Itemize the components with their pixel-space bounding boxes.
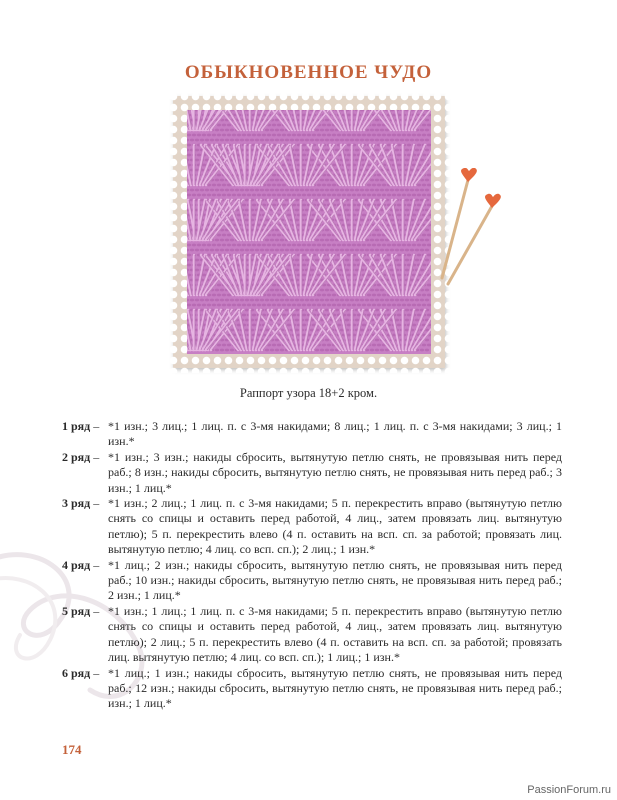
row-text: *1 лиц.; 1 изн.; накиды сбросить, вытянутую петлю снять, не провязывая нить перед раб.; 12 изн.; накиды сбросить, вытянутую петлю снять, не провязывая нить перед раб.; изн.; 1 лиц.* [108, 665, 562, 711]
instruction-row [62, 450, 562, 496]
row-label-text: 3 ряд [62, 496, 91, 511]
repeat-caption: Раппорт узора 18+2 кром. [239, 386, 378, 400]
instruction-row [62, 604, 562, 666]
row-label-text: 4 ряд [62, 557, 91, 572]
row-text: *1 изн.; 2 лиц.; 1 лиц. п. с 3-мя накидами; 5 п. перекрестить вправо (вытянутую петлю снять со спицы и оставить перед работой, 4 лиц., затем провязать лиц. вытянутую петлю); 5 п. перекрестить влево (4 п. оставить на всп. сп. за работой; провязать лиц. вытянутую петлю; 4 лиц. со всп. сп.); 2 лиц.; 1 изн.* [108, 496, 562, 557]
knitted-swatch-image [187, 110, 431, 354]
row-label-dash: – [90, 419, 100, 433]
row-label-text: 5 ряд [62, 603, 91, 618]
row-label [62, 419, 108, 450]
instruction-row [62, 496, 562, 558]
row-text: *1 изн.; 3 изн.; накиды сбросить, вытянутую петлю снять, не провязывая нить перед раб.; 8 изн.; накиды сбросить, вытянутую петлю снять, не провязывая нить перед раб.; 3 изн.; 1 лиц.* [108, 449, 562, 495]
row-label [62, 666, 108, 712]
row-label [62, 450, 108, 496]
row-label-dash: – [90, 449, 100, 464]
instruction-row [62, 419, 562, 450]
instruction-row [62, 666, 562, 712]
row-label [62, 558, 108, 604]
row-label-dash: – [90, 665, 100, 680]
heart-icon [461, 168, 477, 182]
row-label-text: 1 ряд [62, 419, 91, 433]
row-label-text: 2 ряд [62, 449, 91, 464]
page-number: 174 [62, 742, 82, 757]
row-label [62, 496, 108, 558]
heart-icon [485, 194, 501, 208]
knitting-needles-icon [438, 168, 508, 288]
row-text: *1 изн.; 3 лиц.; 1 лиц. п. с 3-мя накидами; 8 лиц.; 1 лиц. п. с 3-мя накидами; 3 лиц.; 1 изн.* [108, 419, 562, 449]
row-label-text: 6 ряд [62, 665, 91, 680]
row-label [62, 604, 108, 666]
row-label-dash: – [90, 603, 100, 618]
row-text: *1 изн.; 1 лиц.; 1 лиц. п. с 3-мя накидами; 5 п. перекрестить вправо (вытянутую петлю снять со спицы и оставить перед работой, 4 лиц., затем провязать лиц. вытянутую петлю); 2 лиц.; 5 п. перекрестить влево (4 п. оставить на всп. сп. за работой; провязать лиц. вытянутую петлю; 4 лиц. со всп. сп.); 1 лиц.; 1 изн.* [108, 603, 562, 665]
row-label-dash: – [90, 557, 100, 572]
watermark: PassionForum.ru [527, 784, 611, 796]
row-text: *1 лиц.; 2 изн.; накиды сбросить, вытянутую петлю снять, не провязывая нить перед раб.; 10 изн.; накиды сбросить, вытянутую петлю снять, не провязывая нить перед раб.; 2 изн.; 1 лиц.* [108, 557, 562, 603]
pattern-photo-frame [173, 96, 445, 368]
instructions-list [62, 419, 562, 712]
row-label-dash: – [90, 496, 100, 511]
pattern-title: ОБЫКНОВЕННОЕ ЧУДО [184, 62, 433, 83]
instruction-row [62, 558, 562, 604]
